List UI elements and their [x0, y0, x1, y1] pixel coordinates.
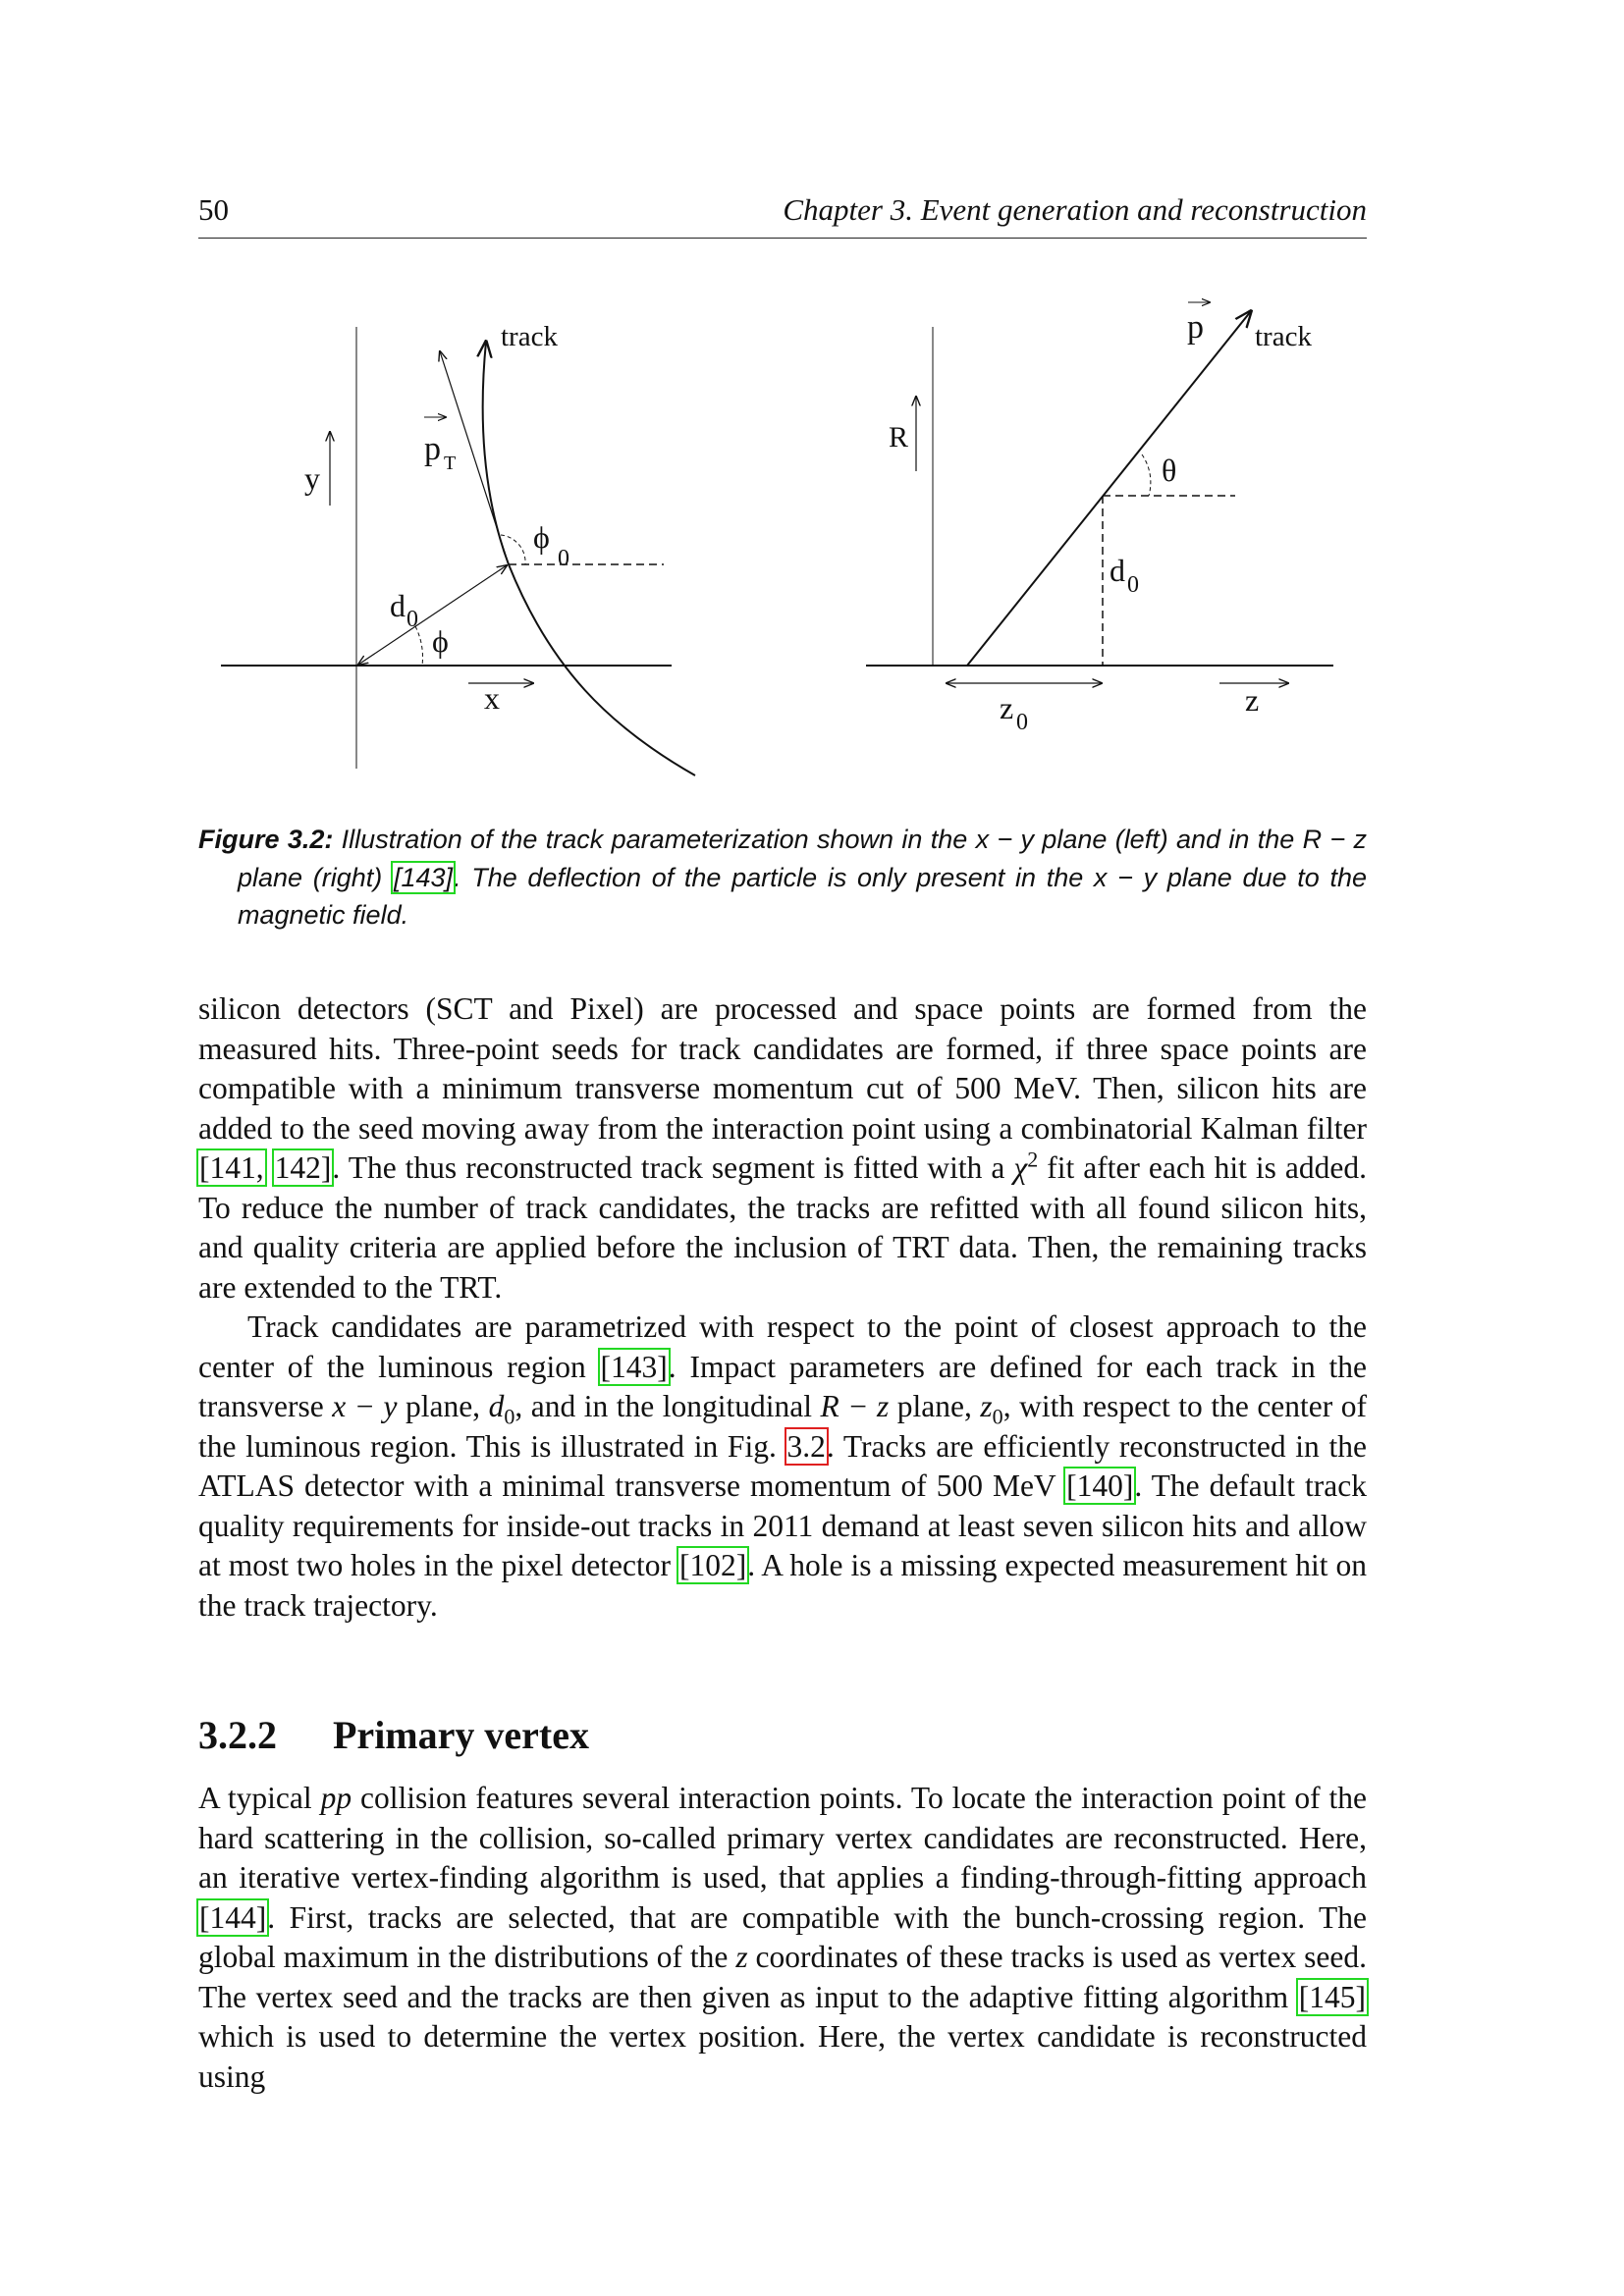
section-heading	[198, 1712, 589, 1758]
text-run: plane,	[397, 1389, 489, 1423]
section-title: Primary vertex	[333, 1713, 589, 1757]
text-run: . The thus reconstructed track segment is fitted with a	[332, 1150, 1014, 1185]
z-label: z	[1245, 682, 1260, 718]
text-run: which is used to determine the vertex position. Here, the vertex candidate is reconstructed using	[198, 2019, 1367, 2094]
math-text: χ	[1013, 1150, 1028, 1185]
r-label: R	[889, 421, 909, 454]
body-text-top	[198, 989, 1367, 1626]
text-run: plane,	[889, 1389, 981, 1423]
paragraph	[198, 1308, 1367, 1626]
rz-plane-diagram	[866, 302, 1333, 683]
math-text: pp	[320, 1781, 352, 1815]
text-run: , with respect to the center of the luminous region. This is illustrated in Fig.	[198, 1389, 1367, 1464]
paragraph	[198, 1779, 1367, 2097]
text-run: collision features several interaction points. To locate the interaction point of the hard scattering in the collision, so-called primary vertex candidates are reconstructed. Here, an iterative vertex-finding algorithm is used, that applies a finding-through-fitting approach	[198, 1781, 1367, 1895]
citation-link[interactable]: [143]	[600, 1349, 668, 1384]
citation-link[interactable]: [141,	[199, 1150, 264, 1185]
z0-label: z	[1000, 690, 1014, 725]
text-run: . Tracks are efficiently reconstructed in the ATLAS detector with a minimal transverse momentum of 500 MeV	[198, 1428, 1367, 1503]
phi0-subscript: 0	[558, 546, 569, 571]
math-text: 0	[992, 1404, 1003, 1429]
citation-link[interactable]: [102]	[678, 1548, 747, 1582]
text-run: . A hole is a missing expected measurement hit on the track trajectory.	[198, 1548, 1367, 1623]
citation-link[interactable]: [145]	[1298, 1979, 1366, 2014]
figure-caption	[198, 821, 1367, 934]
math-text: 0	[504, 1404, 515, 1429]
y-label: y	[304, 460, 320, 496]
z0-subscript: 0	[1016, 710, 1028, 735]
xy-plane-diagram	[221, 327, 695, 775]
track-curve	[483, 342, 695, 775]
math-text: x − y	[332, 1389, 398, 1423]
math-text: z	[735, 1940, 748, 1974]
theta-arc	[1142, 454, 1151, 496]
text-run: . First, tracks are selected, that are compatible with the bunch-crossing region. The global maximum in the distributions of the	[198, 1899, 1367, 1974]
p-label: p	[1187, 309, 1204, 346]
math-text: 2	[1027, 1147, 1039, 1172]
text-run: silicon detectors (SCT and Pixel) are processed and space points are formed from the measured hits. Three-point seeds for track candidates are formed, if three space points are compatible with a minimum transverse momentum cut of 500 MeV. Then, silicon hits are added to the seed moving away from the interaction point using a combinatorial Kalman filter	[198, 991, 1367, 1146]
text-run: . Impact parameters are defined for each track in the transverse	[198, 1349, 1367, 1423]
pt-subscript: T	[444, 453, 457, 474]
citation-link[interactable]: 142]	[274, 1150, 332, 1185]
phi-arc	[415, 626, 423, 666]
citation-link[interactable]: [143]	[393, 862, 454, 892]
track-parameterization-figure	[0, 0, 1624, 805]
text-run: . The default track quality requirements for inside-out tracks in 2011 demand at least seven silicon hits and allow at most two holes in the pixel detector	[198, 1468, 1367, 1582]
track-line	[967, 311, 1251, 666]
caption-label: Figure 3.2:	[198, 825, 334, 854]
text-run	[265, 1150, 274, 1185]
text-run: . The deflection of the particle is only present in the x − y plane due to the magnetic field.	[238, 862, 1367, 930]
track-label-right: track	[1255, 321, 1312, 352]
phi0-label: ϕ	[533, 519, 550, 555]
d0-subscript-right: 0	[1127, 572, 1139, 598]
text-run: Track candidates are parametrized with respect to the point of closest approach to the center of the luminous region	[198, 1309, 1367, 1384]
citation-link[interactable]: [140]	[1066, 1468, 1134, 1503]
citation-link[interactable]: [144]	[199, 1899, 267, 1935]
text-run: A typical	[198, 1781, 321, 1815]
d0-label: d	[390, 588, 406, 623]
text-run: fit after each hit is added. To reduce the number of track candidates, the tracks are refitted with all found silicon hits, and quality criteria are applied before the inclusion of TRT data. Then, the remaining tracks are extended to the TRT.	[198, 1150, 1367, 1305]
body-text-section	[198, 1779, 1367, 2097]
paragraph	[198, 989, 1367, 1308]
pt-label: p	[424, 431, 441, 467]
d0-subscript: 0	[406, 607, 418, 632]
section-number: 3.2.2	[198, 1713, 277, 1757]
phi-label: ϕ	[432, 623, 449, 659]
text-run: Illustration of the track parameterization shown in the x − y plane (left) and in the R − z plane (right)	[238, 825, 1367, 892]
running-title: Chapter 3. Event generation and reconstruction	[783, 192, 1367, 227]
theta-label: θ	[1162, 453, 1177, 488]
x-label: x	[484, 680, 500, 716]
math-text: d	[488, 1389, 505, 1423]
d0-label-right: d	[1110, 553, 1125, 588]
track-label: track	[501, 321, 558, 352]
math-text: z	[980, 1389, 993, 1423]
figure-reference-link[interactable]: 3.2	[786, 1428, 826, 1464]
page-number: 50	[198, 192, 229, 227]
text-run: coordinates of these tracks is used as vertex seed. The vertex seed and the tracks are then given as input to the adaptive fitting algorithm	[198, 1940, 1367, 2014]
math-text: R − z	[820, 1389, 890, 1423]
text-run: , and in the longitudinal	[514, 1389, 821, 1423]
